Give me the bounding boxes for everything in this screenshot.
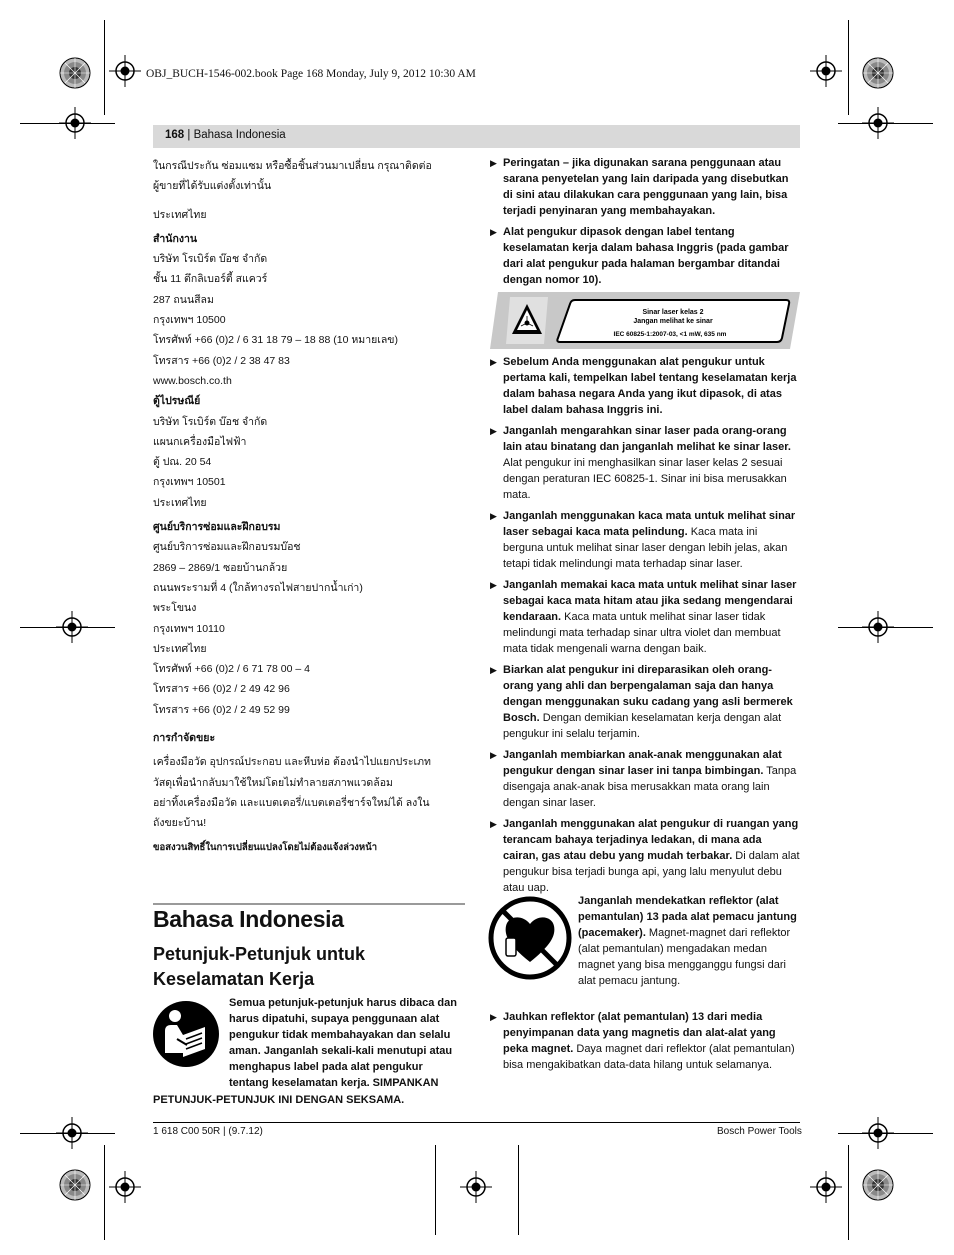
file-header: OBJ_BUCH-1546-002.book Page 168 Monday, July 9, 2012 10:30 AM	[146, 68, 476, 80]
star-target-icon	[60, 58, 90, 88]
text-line: โทรสาร +66 (0)2 / 2 49 52 99	[153, 703, 290, 716]
list-item: ▶ Jauhkan reflektor (alat pemantulan) 13 dari media penyimpanan data yang magnetis dan alat-alat yang peka magnet. Daya magnet dari reflektor (alat pemantulan) bisa mengakibatkan data-data hilang untuk selamanya.	[490, 1011, 795, 1071]
text-line: บริษัท โรเบิร์ต บ๊อช จำกัด	[153, 415, 268, 428]
reserve-note: ขอสงวนสิทธิ์ในการเปลี่ยนแปลงโดยไม่ต้องแจ้งล่วงหน้า	[153, 841, 378, 853]
office-title: สำนักงาน	[153, 232, 198, 245]
text-line: 2869 – 2869/1 ซอยบ้านกล้วย	[153, 561, 288, 574]
text-line: โทรศัพท์ +66 (0)2 / 6 31 18 79 – 18 88 (10 หมายเลข)	[153, 334, 398, 347]
text-line: เครื่องมือวัด อุปกรณ์ประกอบ และหีบห่อ ต้องนำไปแยกประเภท	[153, 756, 431, 769]
text-line: ศูนย์บริการซ่อมและฝึกอบรมบ๊อช	[153, 541, 301, 554]
list-item: ▶ Janganlah membiarkan anak-anak menggunakan alat pengukur dengan sinar laser ini tanpa bimbingan. Tanpa disengaja anak-anak bisa merusakkan mata orang lain dengan sinar laser.	[490, 749, 797, 809]
website-link[interactable]: www.bosch.co.th	[153, 374, 232, 387]
list-item: ▶ Janganlah menggunakan kaca mata untuk melihat sinar laser sebagai kaca mata pelindung. Kaca mata ini berguna untuk melihat sinar laser dengan lebih jelas, akan tetapi tidak melindungi mata terhadap sinar laser.	[490, 510, 796, 570]
list-item: ▶ Janganlah menggunakan alat pengukur di ruangan yang terancam bahaya terjadinya ledakan, di mana ada cairan, gas atau debu yang mudah terbakar. Di dalam alat pengukur bisa terjadi bunga api, yang lalu menyulut debu atau uap.	[490, 818, 800, 894]
text-line: ตู้ ปณ. 20 54	[153, 456, 212, 469]
registration-icon	[862, 611, 894, 643]
registration-icon	[56, 611, 88, 643]
header-section: Bahasa Indonesia	[193, 129, 286, 141]
footer-brand: Bosch Power Tools	[717, 1126, 802, 1137]
text-line: กรุงเทพฯ 10110	[153, 622, 225, 635]
mailbox-title: ตู้ไปรษณีย์	[153, 395, 201, 408]
text-line: ประเทศไทย	[153, 642, 207, 655]
label-line-2: Jangan melihat ke sinar	[633, 318, 713, 325]
list-item: ▶ Alat pengukur dipasok dengan label tentang keselamatan kerja dalam bahasa Inggris (pada gambar dari alat pengukur pada halaman bergambar ditandai dengan nomor 10).	[490, 226, 789, 286]
page-number: 168	[165, 129, 185, 141]
text-line: แผนกเครื่องมือไฟฟ้า	[153, 435, 247, 448]
registration-icon	[862, 1117, 894, 1149]
text-line: โทรสาร +66 (0)2 / 2 38 47 83	[153, 354, 290, 367]
list-item: ▶ Janganlah memakai kaca mata untuk melihat sinar laser sebagai kaca mata hitam atau jika sedang mengendarai kendaraan. Kaca mata untuk melihat sinar laser tidak melindungi mata terhadap sinar ultra violet dan membuat mata tidak mengenali warna dengan baik.	[490, 579, 797, 655]
registration-icon	[56, 1117, 88, 1149]
thai-contact-column	[153, 156, 453, 858]
text-line: บริษัท โรเบิร์ต บ๊อช จำกัด	[153, 253, 268, 266]
footer-doc-number: 1 618 C00 50R | (9.7.12)	[153, 1126, 263, 1137]
star-target-icon	[60, 1170, 90, 1200]
laser-warning-label	[490, 292, 800, 349]
list-item: ▶ Janganlah mengarahkan sinar laser pada orang-orang lain atau binatang dan janganlah melihat ke sinar laser. Alat pengukur ini menghasilkan sinar laser kelas 2 sesuai dengan peraturan IEC 60825-1. Sinar ini bisa merusakkan mata.	[490, 425, 791, 501]
label-line-1: Sinar laser kelas 2	[642, 309, 704, 316]
text-line: ชั้น 11 ตึกลิเบอร์ตี้ สแควร์	[153, 273, 268, 286]
text-line: ในกรณีประกัน ซ่อมแซม หรือซื้อชิ้นส่วนมาเปลี่ยน กรุณาติดต่อ	[153, 160, 432, 172]
text-line: ถนนพระรามที่ 4 (ใกล้ทางรถไฟสายปากน้ำเก่า)	[153, 581, 363, 594]
registration-icon	[862, 107, 894, 139]
text-line: วัสดุเพื่อนำกลับมาใช้ใหม่โดยไม่ทำลายสภาพแวดล้อม	[153, 776, 393, 789]
text-line: 287 ถนนสีลม	[153, 293, 214, 306]
footer-divider	[153, 1122, 800, 1123]
label-line-3: IEC 60825-1:2007-03, <1 mW, 635 nm	[613, 331, 727, 338]
text-line: กรุงเทพฯ 10501	[153, 476, 226, 489]
text-line: พระโขนง	[153, 602, 197, 615]
text-line: ผู้ขายที่ได้รับแต่งตั้งเท่านั้น	[153, 180, 272, 193]
subsection-title: Petunjuk-Petunjuk untuk Keselamatan Kerja	[153, 944, 366, 989]
registration-icon	[109, 1171, 141, 1203]
service-title: ศูนย์บริการซ่อมและฝึกอบรม	[153, 521, 281, 534]
safety-bullets-bottom	[490, 1009, 800, 1078]
text-line: ถังขยะบ้าน!	[153, 817, 207, 830]
no-pacemaker-icon	[488, 896, 572, 980]
page-header: 168 | Bahasa Indonesia	[165, 129, 286, 141]
country-label: ประเทศไทย	[153, 208, 207, 221]
registration-icon	[460, 1171, 492, 1203]
intro-safety-text: Semua petunjuk-petunjuk harus dibaca dan harus dipatuhi, supaya penggunaan alat pengukur tidak membahayakan dan selalu aman. Janganlah sekali-kali menutupi atau menghapus label pada alat pengukur tentang keselamatan kerja. SIMPANKAN PETUNJUK-PETUNJUK INI DENGAN SEKSAMA.	[153, 997, 457, 1106]
pacemaker-warning: Janganlah mendekatkan reflektor (alat pemantulan) 13 pada alat pemacu jantung (pacemaker). Magnet-magnet dari reflektor (alat pemantulan) mengadakan medan magnet yang bisa mengganggu fungsi dari alat pemacu jantung.	[578, 895, 797, 987]
text-line: ประเทศไทย	[153, 496, 207, 509]
list-item: ▶ Biarkan alat pengukur ini direparasikan oleh orang-orang yang ahli dan berpengalaman saja dan hanya dengan menggunakan suku cadang yang asli bermerek Bosch. Dengan demikian keselamatan kerja dengan alat pengukur ini selalu terjamin.	[490, 664, 793, 740]
list-item: ▶ Sebelum Anda menggunakan alat pengukur untuk pertama kali, tempelkan label tentang keselamatan kerja dalam bahasa negara Anda yang ikut dipasok, di atas label dalam bahasa Inggris ini.	[490, 356, 797, 416]
disposal-title: การกำจัดขยะ	[153, 732, 216, 745]
star-target-icon	[863, 1170, 893, 1200]
text-line: อย่าทิ้งเครื่องมือวัด และแบตเตอรี่/แบตเตอรี่ชาร์จใหม่ได้ ลงใน	[153, 796, 430, 809]
list-item: ▶ Peringatan – jika digunakan sarana penggunaan atau sarana penyetelan yang lain daripada yang disebutkan di sini atau dilakukan cara penggunaan yang lain, bisa terjadi penyinaran yang membahayakan.	[490, 157, 789, 217]
section-divider	[153, 903, 465, 905]
text-line: โทรสาร +66 (0)2 / 2 49 42 96	[153, 683, 290, 696]
registration-icon	[810, 1171, 842, 1203]
registration-icon	[59, 107, 91, 139]
registration-icon	[810, 55, 842, 87]
safety-bullets-top	[490, 155, 800, 293]
safety-bullets-main	[490, 354, 800, 901]
text-line: กรุงเทพฯ 10500	[153, 314, 226, 327]
registration-icon	[109, 55, 141, 87]
text-line: โทรศัพท์ +66 (0)2 / 6 71 78 00 – 4	[153, 663, 310, 676]
section-title: Bahasa Indonesia	[153, 906, 344, 932]
star-target-icon	[863, 58, 893, 88]
